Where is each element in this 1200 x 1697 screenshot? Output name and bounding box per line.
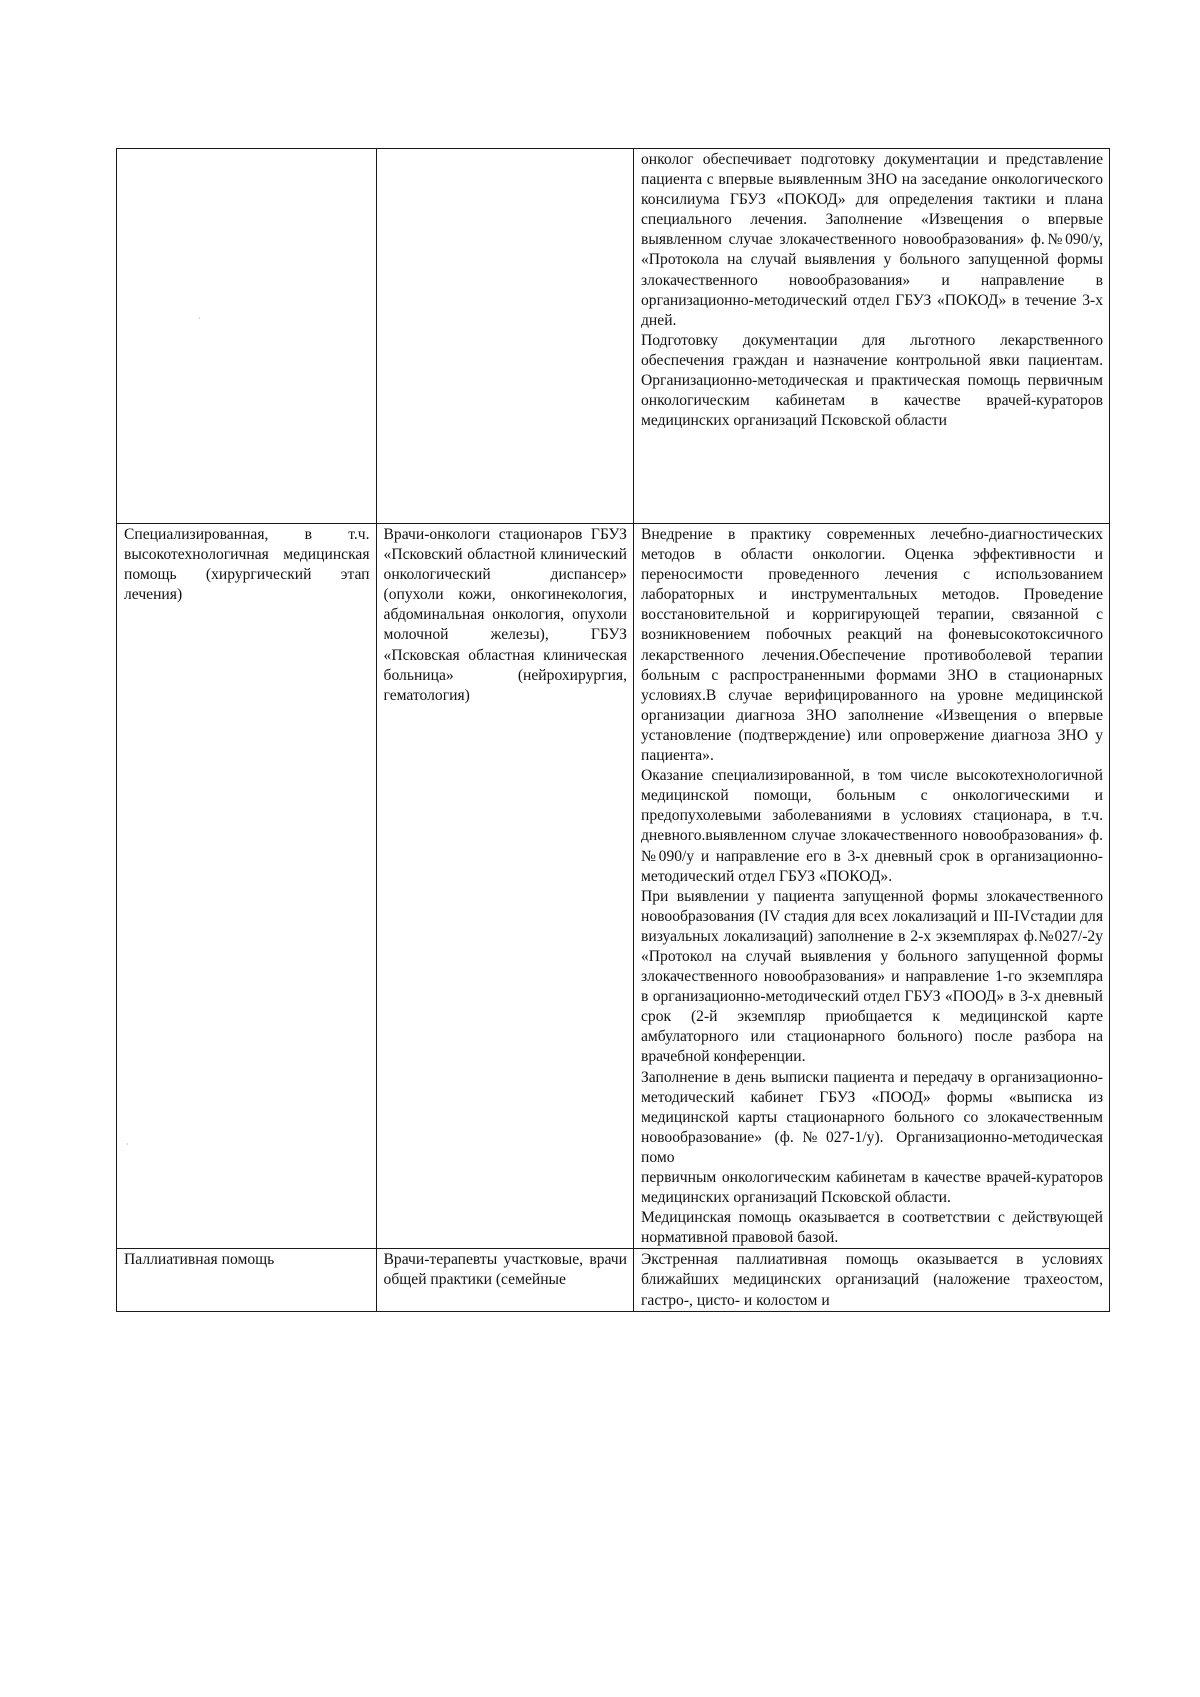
- care-type-text: Паллиативная помощь: [124, 1251, 275, 1269]
- scan-speck: ·: [198, 314, 201, 323]
- functions-paragraph: Внедрение в практику современных лечебно-диагностических методов в области онкологии. Оценка эффективности и переносимости проведенного лечения с использованием лабораторных и инструментальных методов. Проведение восстановительной и корригирующей терапии, связанной с возникновением побочных реакций на фоневысокотоксичного лекарственного лечения.Обеспечение противоболевой терапии больным с распространенными формами ЗНО в стационарных условиях.В случае верифицированного на уровне медицинской организации диагноза ЗНО заполнение «Извещения о впервые установление (подтверждение) или опровержение диагноза ЗНО у пациента».: [641, 526, 1103, 765]
- cell-providers: [376, 524, 633, 1249]
- table-row: [117, 149, 1110, 524]
- functions-paragraph: Подготовку документации для льготного лекарственного обеспечения граждан и назначение контрольной явки пациентам. Организационно-методическая и практическая помощь первичным онкологическим кабинетам в качестве врачей-кураторов медицинских организаций Псковской области: [641, 331, 1103, 430]
- functions-paragraph: При выявлении у пациента запущенной формы злокачественного новообразования (IV стадия для всех локализаций и III-IVстадии для визуальных локализаций) заполнение в 2-х экземплярах ф.№027/-2у «Протокол на случай выявления у больного запущенной формы злокачественного новообразования» и направление 1-го экземпляра в организационно-методический отдел ГБУЗ «ПООД» в 3-х дневный срок (2-й экземпляр приобщается к медицинской карте амбулаторного или стационарного больного) после разбора на врачебной конференции.: [641, 887, 1103, 1066]
- scan-speck: ·: [126, 1140, 129, 1149]
- functions-paragraph: Медицинская помощь оказывается в соответствии с действующей нормативной правовой базой.: [641, 1209, 1103, 1247]
- providers-text: Врачи-терапевты участковые, врачи общей практики (семейные: [383, 1251, 627, 1289]
- cell-providers: [376, 149, 633, 524]
- care-table: [116, 148, 1110, 1312]
- cell-functions: [634, 524, 1110, 1249]
- functions-paragraph: Оказание специализированной, в том числе высокотехнологичной медицинской помощи, больным с онкологическими и предопухолевыми заболеваниями в условиях стационара, в т.ч. дневного.выявленном случае злокачественного новообразования» ф.№090/у и направление его в 3-х дневный срок в организационно-методический отдел ГБУЗ «ПОКОД».: [641, 767, 1103, 885]
- cell-functions: [634, 1249, 1110, 1311]
- table-row: [117, 524, 1110, 1249]
- providers-text: Врачи-онкологи стационаров ГБУЗ «Псковский областной клинический онкологический диспансер» (опухоли кожи, онкогинекология, абдоминальная онкология, опухоли молочной железы), ГБУЗ «Псковская областная клиническая больница» (нейрохирургия, гематология): [383, 526, 627, 704]
- cell-care-type: [117, 149, 377, 524]
- table-row: [117, 1249, 1110, 1311]
- cell-care-type: [117, 1249, 377, 1311]
- functions-paragraph: Заполнение в день выписки пациента и передачу в организационно-методический кабинет ГБУЗ «ПООД» формы «выписка из медицинской карты стационарного больного со злокачественным новообразование» (ф.№027-1/у). Организационно-методическая помо: [641, 1068, 1103, 1166]
- cell-providers: [376, 1249, 633, 1311]
- cell-care-type: [117, 524, 377, 1249]
- functions-paragraph: онколог обеспечивает подготовку документации и представление пациента с впервые выявленным ЗНО на заседание онкологического консилиума ГБУЗ «ПОКОД» для определения тактики и плана специального лечения. Заполнение «Извещения о впервые выявленном случае злокачественного новообразования» ф.№090/у, «Протокола на случай выявления у больного запущенной формы злокачественного новообразования» и направление в организационно-методический отдел ГБУЗ «ПОКОД» в течение 3-х дней.: [641, 151, 1103, 329]
- functions-paragraph: Экстренная паллиативная помощь оказывается в условиях ближайших медицинских организаций (наложение трахеостом, гастро-, цисто- и колостом и: [641, 1251, 1103, 1309]
- cell-functions: [634, 149, 1110, 524]
- functions-paragraph: первичным онкологическим кабинетам в качестве врачей-кураторов медицинских организаций Псковской области.: [641, 1169, 1103, 1207]
- care-type-text: Специализированная, в т.ч. высокотехнологичная медицинская помощь (хирургический этап лечения): [124, 526, 370, 604]
